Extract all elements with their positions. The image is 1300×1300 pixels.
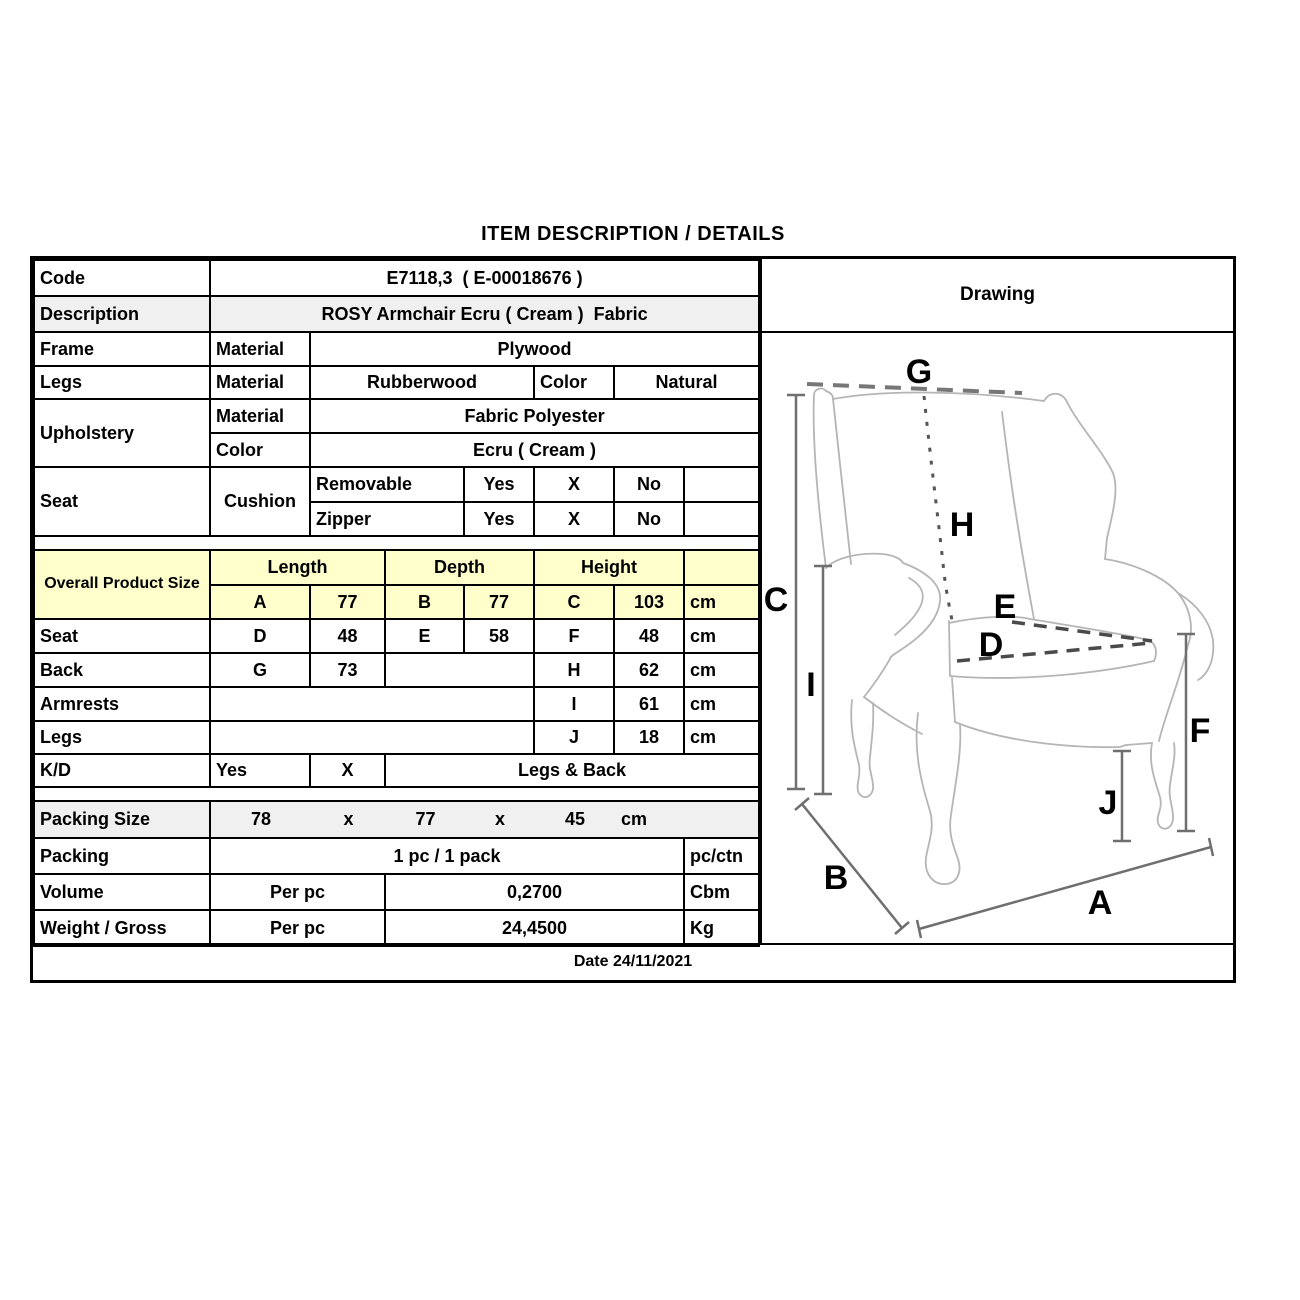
- row-packing-size: [34, 801, 759, 838]
- upholstery-material-label: Material: [210, 399, 310, 433]
- weight-label: Weight / Gross: [34, 910, 210, 946]
- removable-no-label: No: [614, 467, 684, 502]
- armchair-drawing: [762, 333, 1235, 945]
- kd-yes-label: Yes: [210, 754, 310, 787]
- row-description: [34, 296, 759, 332]
- separator-cell: [34, 536, 759, 550]
- seat-label: Seat: [34, 467, 210, 536]
- label-j: J: [1098, 784, 1118, 822]
- overall-depth-value: 77: [464, 585, 534, 619]
- upholstery-color-label: Color: [210, 433, 310, 467]
- packing-unit: pc/ctn: [684, 838, 759, 874]
- dimension-b-line: [795, 798, 909, 934]
- volume-per-pc: Per pc: [210, 874, 385, 910]
- back-size-label: Back: [34, 653, 210, 687]
- legs-height-value: 18: [614, 721, 684, 754]
- label-b: B: [823, 859, 849, 897]
- letter-e-cell: E: [385, 619, 464, 653]
- description-label: Description: [34, 296, 210, 332]
- legs-color-label: Color: [534, 366, 614, 399]
- row-back-size: [34, 653, 759, 687]
- frame-material-label: Material: [210, 332, 310, 366]
- row-upholstery-material: [34, 399, 759, 433]
- row-cushion-removable: [34, 467, 759, 502]
- legs-label: Legs: [34, 366, 210, 399]
- armrests-label: Armrests: [34, 687, 210, 721]
- seat-size-label: Seat: [34, 619, 210, 653]
- removable-empty-cell: [684, 467, 759, 502]
- seat-height-value: 48: [614, 619, 684, 653]
- volume-label: Volume: [34, 874, 210, 910]
- label-g: G: [905, 353, 933, 391]
- letter-g-cell: G: [210, 653, 310, 687]
- removable-label: Removable: [310, 467, 464, 502]
- weight-value: 24,4500: [385, 910, 684, 946]
- size-header-empty-cell: [684, 550, 759, 585]
- letter-b-cell: B: [385, 585, 464, 619]
- upholstery-color-value: Ecru ( Cream ): [310, 433, 759, 467]
- packing-size-values: [210, 801, 759, 838]
- zipper-no-label: No: [614, 502, 684, 536]
- row-frame: [34, 332, 759, 366]
- page-title: ITEM DESCRIPTION / DETAILS: [481, 223, 785, 245]
- legs-material-value: Rubberwood: [310, 366, 534, 399]
- cushion-label: Cushion: [210, 467, 310, 536]
- label-e: E: [993, 588, 1017, 626]
- letter-j-cell: J: [534, 721, 614, 754]
- letter-f-cell: F: [534, 619, 614, 653]
- frame-material-value: Plywood: [310, 332, 759, 366]
- packing-depth-value: 77: [415, 809, 436, 829]
- row-legs-size: [34, 721, 759, 754]
- spec-table: [33, 259, 760, 947]
- depth-header: Depth: [385, 550, 534, 585]
- packing-height-value: 45: [564, 809, 586, 829]
- seat-unit-cell: cm: [684, 619, 759, 653]
- packing-times-2: x: [494, 809, 505, 829]
- seat-length-value: 48: [310, 619, 385, 653]
- volume-unit: Cbm: [684, 874, 759, 910]
- seat-depth-e-dashed-line: [1012, 622, 1152, 641]
- spec-document-frame: [30, 256, 1236, 983]
- weight-per-pc: Per pc: [210, 910, 385, 946]
- upholstery-label: Upholstery: [34, 399, 210, 467]
- back-height-value: 62: [614, 653, 684, 687]
- dimension-c-line: [787, 395, 805, 789]
- label-d: D: [978, 626, 1004, 664]
- label-c: C: [763, 581, 789, 619]
- packing-length-value: 78: [250, 809, 272, 829]
- separator-cell: [34, 787, 759, 801]
- legs-empty-cell: [210, 721, 534, 754]
- packing-times-1: x: [343, 809, 354, 829]
- overall-height-value: 103: [614, 585, 684, 619]
- letter-c-cell: C: [534, 585, 614, 619]
- back-empty-cell: [385, 653, 534, 687]
- legs-size-label: Legs: [34, 721, 210, 754]
- dimension-i-line: [814, 566, 832, 794]
- row-kd: [34, 754, 759, 787]
- armrests-empty-cell: [210, 687, 534, 721]
- overall-size-label: Overall Product Size: [34, 550, 210, 619]
- row-size-header: [34, 550, 759, 585]
- seat-depth-value: 58: [464, 619, 534, 653]
- armrests-unit-cell: cm: [684, 687, 759, 721]
- weight-unit: Kg: [684, 910, 759, 946]
- row-weight: [34, 910, 759, 946]
- packing-label: Packing: [34, 838, 210, 874]
- row-seat-size: [34, 619, 759, 653]
- removable-yes-label: Yes: [464, 467, 534, 502]
- removable-x-mark: X: [534, 467, 614, 502]
- kd-label: K/D: [34, 754, 210, 787]
- chair-sketch: [814, 388, 1214, 884]
- dimension-a-line: [917, 838, 1213, 938]
- height-header: Height: [534, 550, 684, 585]
- overall-length-value: 77: [310, 585, 385, 619]
- row-volume: [34, 874, 759, 910]
- code-label: Code: [34, 260, 210, 296]
- legs-color-value: Natural: [614, 366, 759, 399]
- zipper-empty-cell: [684, 502, 759, 536]
- packing-value: 1 pc / 1 pack: [210, 838, 684, 874]
- frame-label: Frame: [34, 332, 210, 366]
- overall-unit-cell: cm: [684, 585, 759, 619]
- label-h: H: [949, 506, 975, 544]
- upholstery-material-value: Fabric Polyester: [310, 399, 759, 433]
- length-header: Length: [210, 550, 385, 585]
- zipper-yes-label: Yes: [464, 502, 534, 536]
- drawing-panel: [760, 259, 1233, 943]
- volume-value: 0,2700: [385, 874, 684, 910]
- row-packing: [34, 838, 759, 874]
- label-a: A: [1087, 884, 1113, 922]
- letter-d-cell: D: [210, 619, 310, 653]
- armrests-height-value: 61: [614, 687, 684, 721]
- back-unit-cell: cm: [684, 653, 759, 687]
- letter-a-cell: A: [210, 585, 310, 619]
- dimension-labels: [764, 353, 1211, 922]
- kd-note: Legs & Back: [385, 754, 759, 787]
- separator-row: [34, 787, 759, 801]
- zipper-x-mark: X: [534, 502, 614, 536]
- packing-size-label: Packing Size: [34, 801, 210, 838]
- row-legs: [34, 366, 759, 399]
- separator-row: [34, 536, 759, 550]
- row-armrests-size: [34, 687, 759, 721]
- row-code: [34, 260, 759, 296]
- letter-i-cell: I: [534, 687, 614, 721]
- letter-h-cell: H: [534, 653, 614, 687]
- dimension-lines: [787, 395, 1213, 938]
- legs-unit-cell: cm: [684, 721, 759, 754]
- date-row: Date 24/11/2021: [33, 943, 1233, 980]
- packing-size-flex: [211, 809, 758, 830]
- drawing-header: Drawing: [762, 259, 1233, 333]
- dashed-guides: [807, 384, 1152, 661]
- description-value: ROSY Armchair Ecru ( Cream ) Fabric: [210, 296, 759, 332]
- back-length-value: 73: [310, 653, 385, 687]
- label-f: F: [1189, 712, 1211, 750]
- zipper-label: Zipper: [310, 502, 464, 536]
- kd-x-mark: X: [310, 754, 385, 787]
- legs-material-label: Material: [210, 366, 310, 399]
- code-value: E7118,3 ( E-00018676 ): [210, 260, 759, 296]
- label-i: I: [806, 666, 816, 704]
- packing-size-unit: cm: [621, 809, 648, 829]
